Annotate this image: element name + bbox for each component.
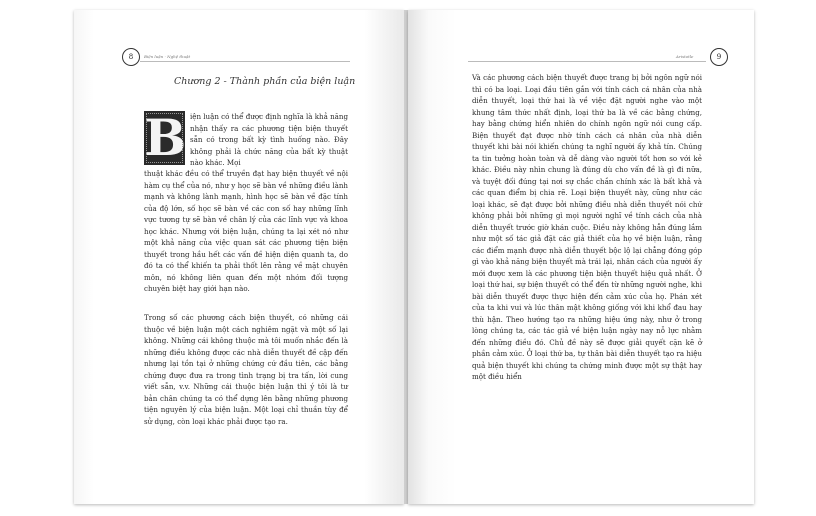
running-head-right: Aristotle	[676, 54, 694, 59]
running-head-left: Biện luận · Nghệ thuật	[144, 54, 191, 59]
paragraph-1-rest: thuật khác đều có thể truyền đạt hay biện thuyết về nội hàm cụ thể của nó, như y học sẽ bàn về những điều lành mạnh và không lành mạnh, hình học sẽ bàn về đặc tính của độ lớn, số học sẽ bàn về các con số hay những lĩnh vực tương tự sẽ bàn về chân lý của các lĩnh vực và khoa học khác. Nhưng với biện luận, chúng ta lại xét nó như một khả năng của việc quan sát các phương tiện biện thuyết trong hầu hết các vấn đề hiện diện quanh ta, do đó ta có thể khiến ta phải thốt lên rằng về mặt chuyên môn, nó không liên quan đến một nhóm đối tượng chuyên biệt hay giới hạn nào.	[144, 169, 348, 293]
header-rule-right	[468, 61, 706, 62]
header-rule-left	[140, 61, 350, 62]
page-number-left: 8	[122, 48, 140, 66]
right-page	[408, 10, 754, 504]
chapter-title: Chương 2 - Thành phần của biện luận	[174, 76, 356, 87]
paragraph-2: Trong số các phương cách biện thuyết, có những cái thuộc về biện luận một cách nghiêm ngặt và một số lại không. Những cái không thuộc mà tôi muốn nhắc đến là những điều không được các nhà diễn thuyết đề cập đến nhưng lại tồn tại ở những chứng cứ đầu tiên, các bằng chứng được đưa ra trong tình trạng bị tra tấn, lời cung viết sẵn, v.v. Những cái thuộc biện luận thì ý tôi là tư bản chân chúng ta có thể dựng lên bằng những phương tiện nguyên lý của biện luận. Một loại chỉ thuần tùy để sử dụng, còn loại khác phải được tạo ra.	[144, 313, 348, 426]
drop-cap: B	[144, 108, 187, 167]
paragraph-1-inset: iện luận có thể được định nghĩa là khả năng nhận thấy ra các phương tiện biện thuyết sẵn có trong bất kỳ tình huống nào. Đây không phải là chức năng của bất kỳ thuật nào khác. Mọi	[190, 112, 348, 167]
paragraph-right: Và các phương cách biện thuyết được trang bị bởi ngôn ngữ nói thì có ba loại. Loại đầu tiên gắn với tính cách cá nhân của nhà diễn thuyết, loại thứ hai là về việc đặt người nghe vào một khung tâm thức nhất định, loại thứ ba là về các bằng chứng, hay bằng chứng hiển nhiên do chính ngôn ngữ nói cung cấp. Biện thuyết đạt được nhờ tính cách cá nhân của nhà diễn thuyết khi bài nói khiến chúng ta nghĩ người ấy khả tín. Chúng ta tin tưởng hoàn toàn và dễ dàng vào người tốt hơn so với kẻ khác. Điều này nhìn chung là đúng dù cho vấn đề là gì đi nữa, và tuyệt đối đúng tại nơi sự chắc chắn chính xác là bất khả và các quan điểm bị chia rẽ. Loại biện thuyết này, cũng như các loại khác, sẽ đạt được bởi những điều nhà diễn thuyết nói chứ không phải bởi những gì mọi người nghĩ về tính cách của nhà diễn thuyết trước giờ khán cuộc. Điều này không hẳn đúng lắm như một số tác giả đặt các giả thiết của họ về biện luận, rằng các điểm mạnh được nhà diễn thuyết bộc lộ lại chẳng đóng góp gì vào khả năng biện thuyết mà trái lại, nhân cách của người ấy mới được xem là các phương tiện biện thuyết hiệu quả nhất. Ở loại thứ hai, sự biện thuyết có thể đến từ những người nghe, khi bài diễn thuyết được thực hiện đến cảm xúc của họ. Phán xét của ta khi vui và lúc thân mật không giống với khi khổ đau hay thù hận. Theo hướng tạo ra những hiệu ứng này, như ở trong lòng chúng ta, các tác giả về biện luận ngày nay nỗ lực nhằm đến những điều đó. Chủ đề này sẽ được giải quyết cặn kẽ ở phần cảm xúc. Ở loại thứ ba, tự thân bài diễn thuyết tạo ra hiệu quả biện thuyết khi chúng ta chứng minh được một sự thật hay một điều hiển	[472, 73, 702, 381]
open-book	[74, 10, 754, 504]
left-page	[74, 10, 404, 504]
page-number-right: 9	[710, 48, 728, 66]
